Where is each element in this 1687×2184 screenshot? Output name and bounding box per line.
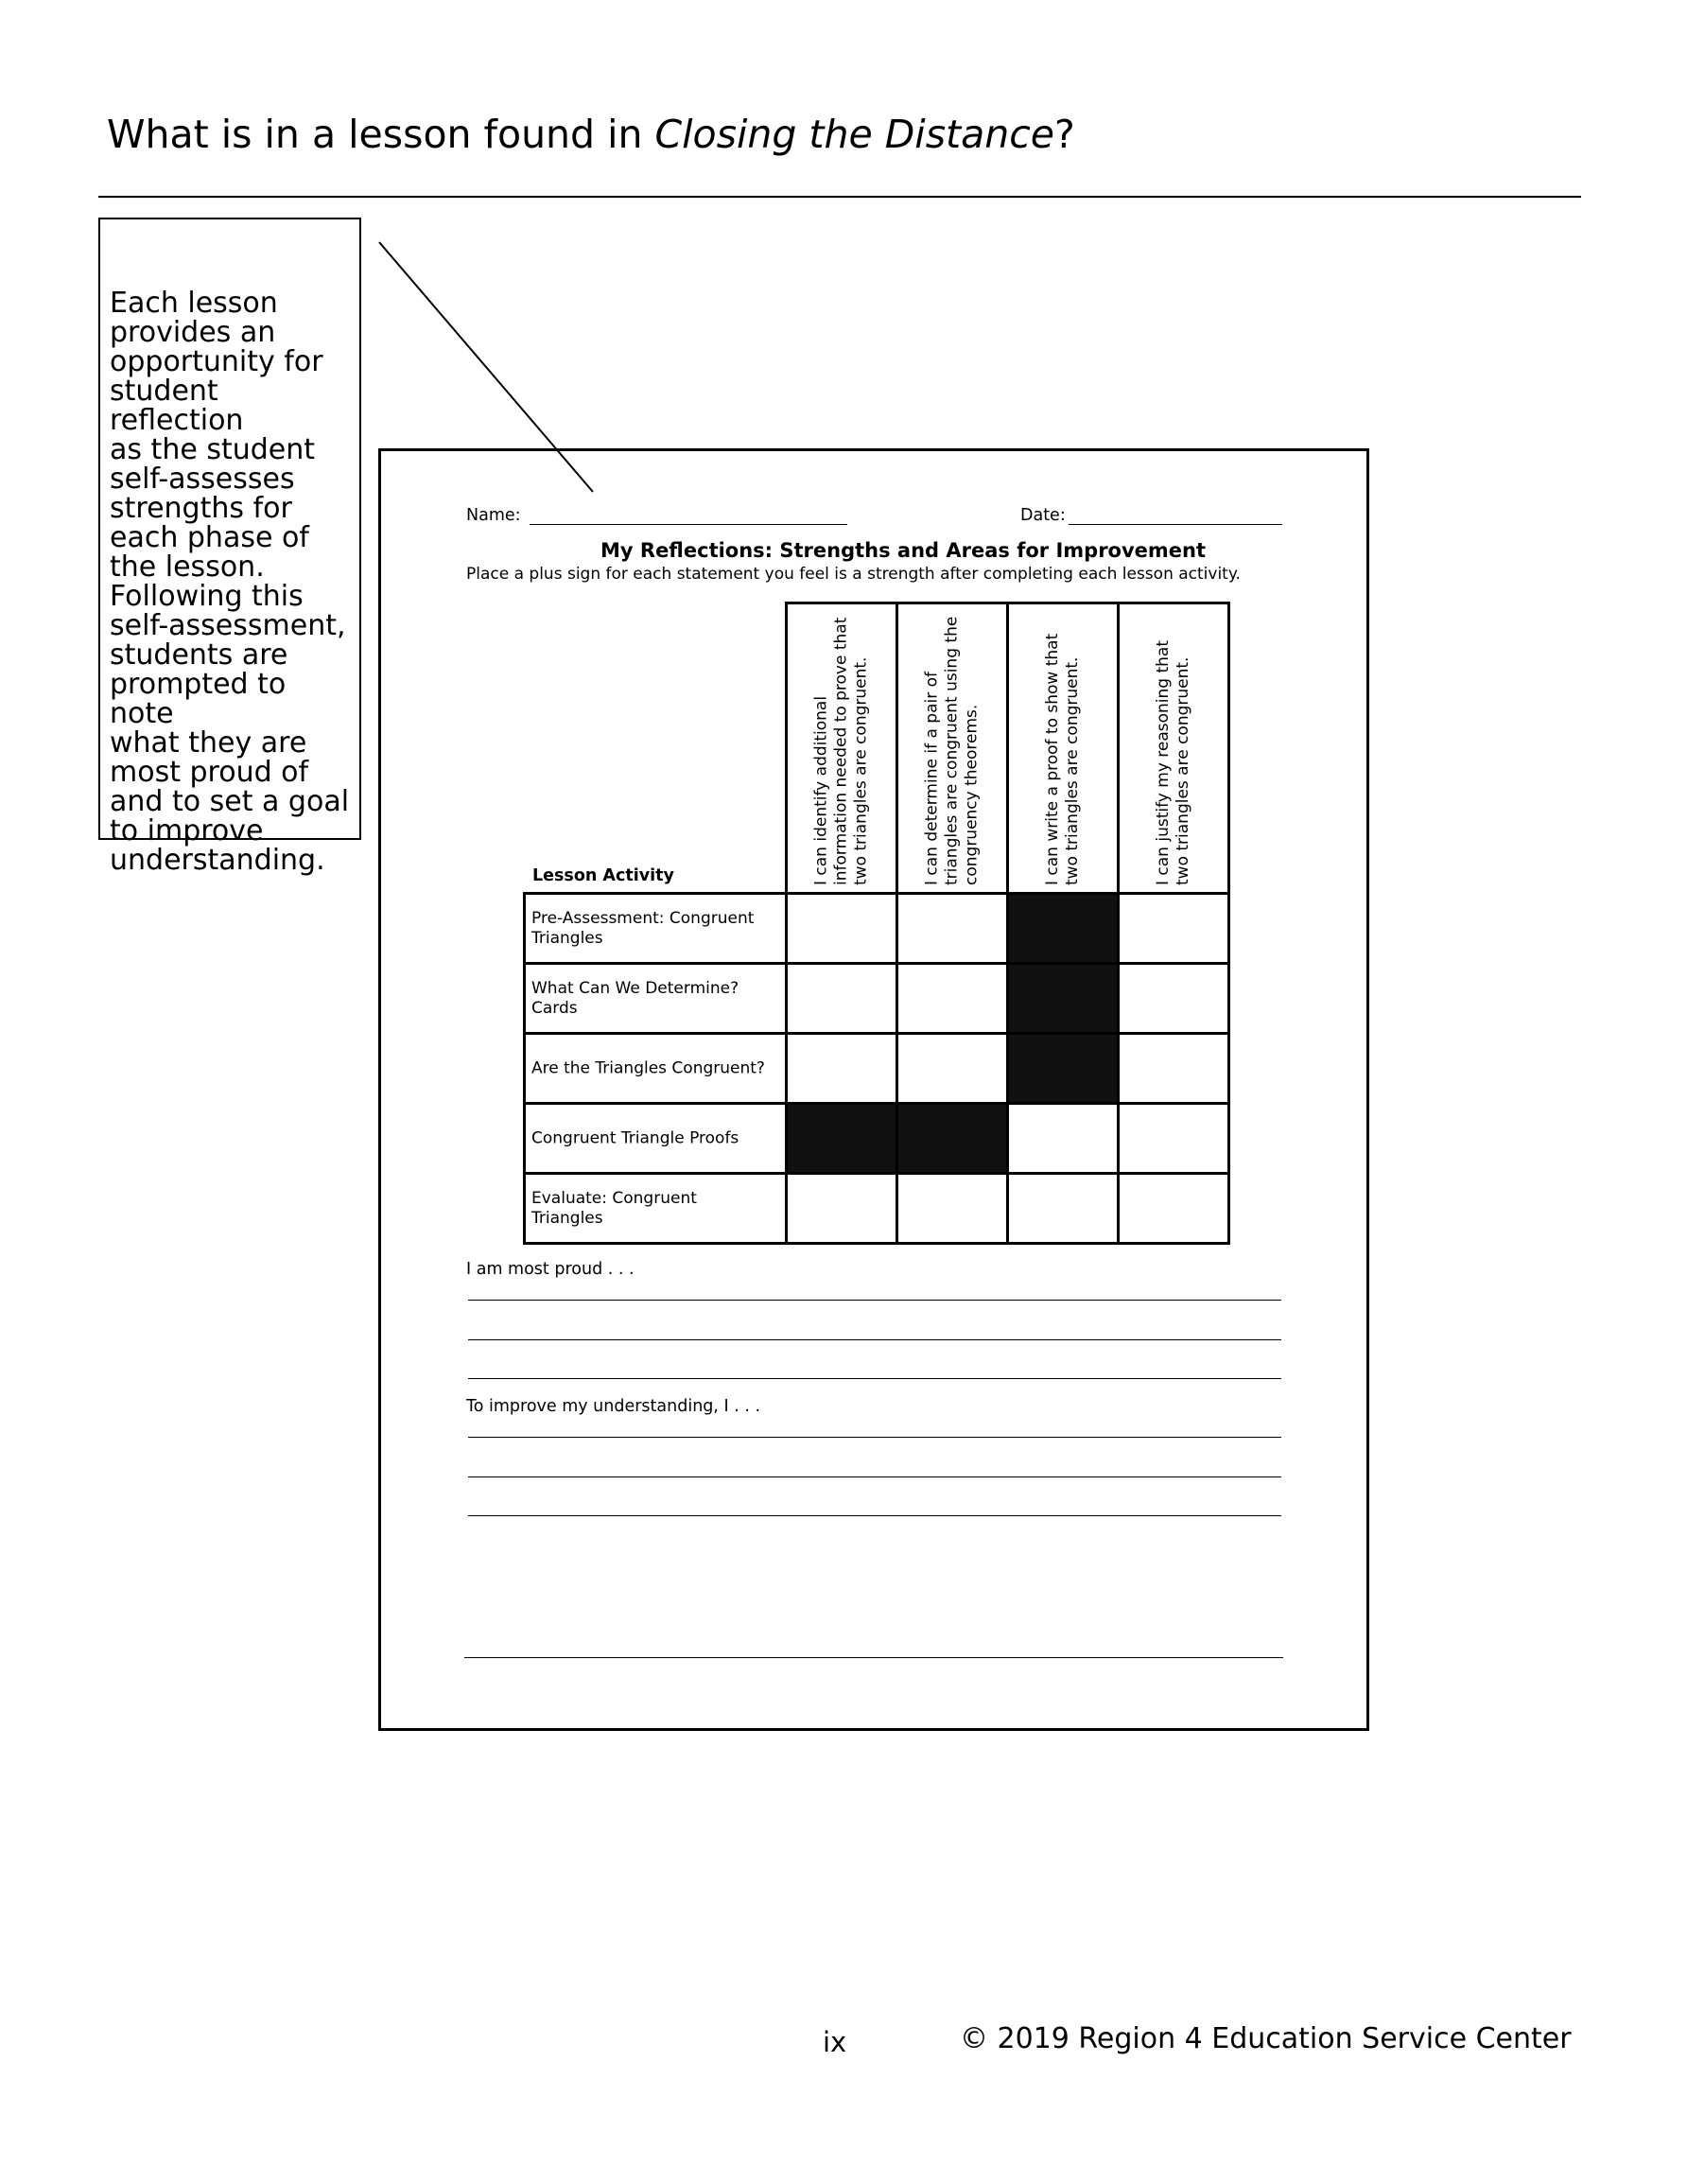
callout-box xyxy=(98,218,361,877)
checkbox-cell[interactable] xyxy=(896,892,1009,965)
row-label: What Can We Determine? Cards xyxy=(531,978,739,1018)
row-label-cell xyxy=(523,892,788,965)
column-header-2 xyxy=(896,602,1009,895)
checkbox-cell[interactable] xyxy=(1006,1172,1120,1245)
column-header-text: I can write a proof to show that two triangles are congruent. xyxy=(1043,633,1082,885)
proud-line-2 xyxy=(468,1339,1281,1340)
improve-line-1 xyxy=(468,1437,1281,1438)
copyright: © 2019 Region 4 Education Service Center xyxy=(960,2022,1572,2055)
checkbox-cell[interactable] xyxy=(1006,1102,1120,1175)
improve-prompt: To improve my understanding, I . . . xyxy=(466,1397,761,1416)
row-label: Pre-Assessment: Congruent Triangles xyxy=(531,908,755,948)
row-label-cell xyxy=(523,1102,788,1175)
row-label-cell xyxy=(523,962,788,1035)
checkbox-cell[interactable] xyxy=(1117,1032,1230,1105)
row-label: Evaluate: Congruent Triangles xyxy=(531,1188,697,1228)
date-label: Date: xyxy=(1020,506,1066,525)
heading-prefix: What is in a lesson found in xyxy=(107,112,655,157)
bottom-rule xyxy=(464,1657,1283,1658)
reflection-grid xyxy=(523,602,1192,1228)
column-header-text: I can determine if a pair of triangles are congruent using the congruency theorems. xyxy=(922,616,982,885)
page-heading xyxy=(107,112,1075,157)
row-label-cell xyxy=(523,1172,788,1245)
improve-line-2 xyxy=(468,1476,1281,1477)
shaded-cell xyxy=(1006,962,1120,1035)
reflection-worksheet xyxy=(378,448,1369,1731)
proud-prompt: I am most proud . . . xyxy=(466,1260,635,1279)
shaded-cell xyxy=(896,1102,1009,1175)
checkbox-cell[interactable] xyxy=(896,1032,1009,1105)
checkbox-cell[interactable] xyxy=(1117,962,1230,1035)
checkbox-cell[interactable] xyxy=(785,892,898,965)
column-header-1 xyxy=(785,602,898,895)
proud-line-3 xyxy=(468,1378,1281,1379)
name-label: Name: xyxy=(466,506,521,525)
worksheet-title: My Reflections: Strengths and Areas for Improvement xyxy=(600,539,1207,562)
page-number: ix xyxy=(823,2026,847,2058)
shaded-cell xyxy=(1006,1032,1120,1105)
lesson-activity-header: Lesson Activity xyxy=(532,866,674,885)
shaded-cell xyxy=(785,1102,898,1175)
row-label: Are the Triangles Congruent? xyxy=(531,1058,765,1077)
heading-book-title: Closing the Distance xyxy=(654,112,1055,157)
worksheet-instructions: Place a plus sign for each statement you feel is a strength after completing each lesson activity. xyxy=(466,565,1241,584)
checkbox-cell[interactable] xyxy=(1117,1172,1230,1245)
heading-rule xyxy=(98,196,1581,198)
proud-line-1 xyxy=(468,1300,1281,1301)
checkbox-cell[interactable] xyxy=(785,962,898,1035)
column-header-3 xyxy=(1006,602,1120,895)
heading-suffix: ? xyxy=(1054,112,1075,157)
column-header-text: I can identify additional information needed to prove that two triangles are congruent. xyxy=(811,617,871,885)
column-header-text: I can justify my reasoning that two triangles are congruent. xyxy=(1154,639,1192,885)
checkbox-cell[interactable] xyxy=(1117,892,1230,965)
date-line xyxy=(1069,524,1282,525)
column-header-4 xyxy=(1117,602,1230,895)
improve-line-3 xyxy=(468,1515,1281,1516)
callout-text: Each lesson provides an opportunity for student reflection as the student self-assesses strengths for each phase of the lesson. Following this self-assessment, students are prompted to note what they are most proud of and to set a goal to improve understanding. xyxy=(110,287,350,877)
checkbox-cell[interactable] xyxy=(896,1172,1009,1245)
shaded-cell xyxy=(1006,892,1120,965)
checkbox-cell[interactable] xyxy=(785,1172,898,1245)
checkbox-cell[interactable] xyxy=(1117,1102,1230,1175)
row-label: Congruent Triangle Proofs xyxy=(531,1128,739,1147)
row-label-cell xyxy=(523,1032,788,1105)
checkbox-cell[interactable] xyxy=(785,1032,898,1105)
name-line xyxy=(530,524,847,525)
checkbox-cell[interactable] xyxy=(896,962,1009,1035)
